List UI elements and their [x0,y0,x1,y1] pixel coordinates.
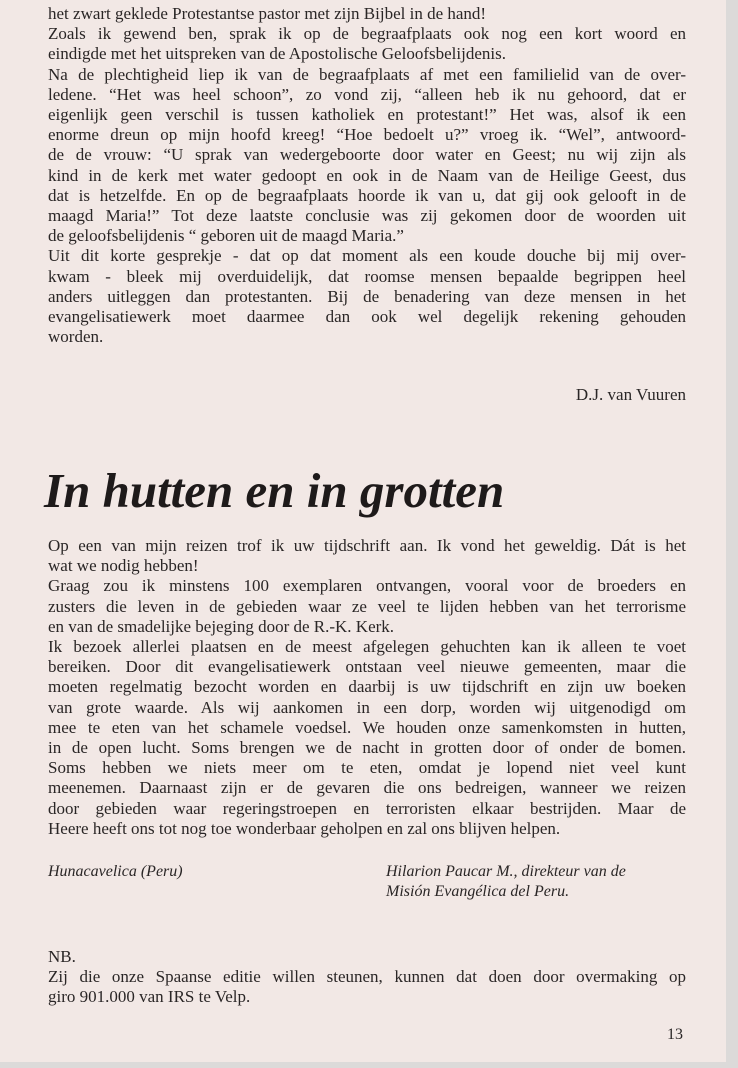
text-line: Uit dit korte gesprekje - dat op dat moment als een koude douche bij mij over- [48,246,686,266]
text-line: in de open lucht. Soms brengen we de nacht in grotten door of onder de bomen. [48,738,686,757]
article-2-signature-line-1: Hilarion Paucar M., direkteur van de [386,863,626,880]
text-line: evangelisatiewerk moet daarmee dan ook wel degelijk rekening gehouden [48,307,686,326]
text-line: worden. [48,327,104,347]
text-line: Graag zou ik minstens 100 exemplaren ontvangen, vooral voor de broeders en [48,576,686,596]
scan-edge-bottom [0,1062,738,1068]
text-line: Zoals ik gewend ben, sprak ik op de begraafplaats ook nog een kort woord en [48,24,686,44]
text-line: moeten regelmatig bezocht worden en daarbij is uw tijdschrift en zijn uw boeken [48,677,686,697]
scan-edge-right [726,0,738,1068]
text-line: Heere heeft ons tot nog toe wonderbaar geholpen en zal ons blijven helpen. [48,818,561,838]
text-line: door gebieden waar regeringstroepen en terroristen elkaar bestrijden. Maar de [48,798,686,818]
article-1-author: D.J. van Vuuren [575,385,686,404]
text-line: mee te eten van het schamele voedsel. We houden onze samenkomsten in hutten, [48,717,686,737]
text-line: Op een van mijn reizen trof ik uw tijdschrift aan. Ik vond het geweldig. Dát is het [48,536,686,555]
text-line: en van de smadelijke bejeging door de R.-K. Kerk. [48,616,395,636]
text-line: de geloofsbelijdenis “ geboren uit de maagd Maria.” [48,226,404,246]
text-line: dat is hetzelfde. En op de begraafplaats hoorde ik van u, dat gij ook gelooft in de [48,185,686,205]
text-line: zusters die leven in de gebieden waar ze veel te lijden hebben van het terrorisme [48,596,686,616]
text-line: eindigde met het uitspreken van de Apostolische Geloofsbelijdenis. [48,44,506,64]
text-line: Zij die onze Spaanse editie willen steunen, kunnen dat doen door overmaking op [48,967,686,987]
text-line: maagd Maria!” Tot deze laatste conclusie was zij gekomen door de woorden uit [48,206,686,225]
article-2-place: Hunacavelica (Peru) [48,863,183,880]
text-line: Soms hebben we niets meer om te eten, omdat je lopend niet veel kunt [48,758,686,778]
text-line: Na de plechtigheid liep ik van de begraafplaats af met een familielid van de over- [48,64,686,84]
text-line: van grote waarde. Als wij aankomen in een dorp, worden wij uitgenodigd om [48,697,686,717]
text-line: de de vrouw: “U sprak van wedergeboorte door water en Geest; nu wij zijn als [48,145,686,165]
text-line: wat we nodig hebben! [48,556,199,576]
text-line: kind in de kerk met water gedoopt en ook in de Naam van de Heilige Geest, dus [48,165,686,185]
page-number: 13 [667,1026,683,1043]
text-line: kwam - bleek mij overduidelijk, dat roomse mensen bepaalde begrippen heel [48,266,686,286]
text-line: enorme dreun op mijn hoofd kreeg! “Hoe bedoelt u?” vroeg ik. “Wel”, antwoord- [48,125,686,145]
text-line: anders uitleggen dan protestanten. Bij de benadering van deze mensen in het [48,286,686,306]
text-line: Ik bezoek allerlei plaatsen en de meest afgelegen gehuchten kan ik alleen te voet [48,637,686,656]
text-line: eigenlijk geen verschil is tussen katholiek en protestant!” Het was, alsof ik een [48,105,686,124]
article-2-signature-line-2: Misión Evangélica del Peru. [386,883,570,900]
text-line: bereiken. Door dit evangelisatiewerk ontstaan veel nieuwe gemeenten, maar die [48,657,686,677]
text-line: het zwart geklede Protestantse pastor met zijn Bijbel in de hand! [48,4,487,23]
text-line: meenemen. Daarnaast zijn er de gevaren die ons bedreigen, wanneer we reizen [48,778,686,798]
text-line: NB. [48,947,76,966]
text-line: ledene. “Het was heel schoon”, zo vond zij, “alleen heb ik nu gehoord, dat er [48,84,686,104]
article-2-title: In hutten en in grotten [44,463,505,518]
text-line: giro 901.000 van IRS te Velp. [48,987,251,1007]
